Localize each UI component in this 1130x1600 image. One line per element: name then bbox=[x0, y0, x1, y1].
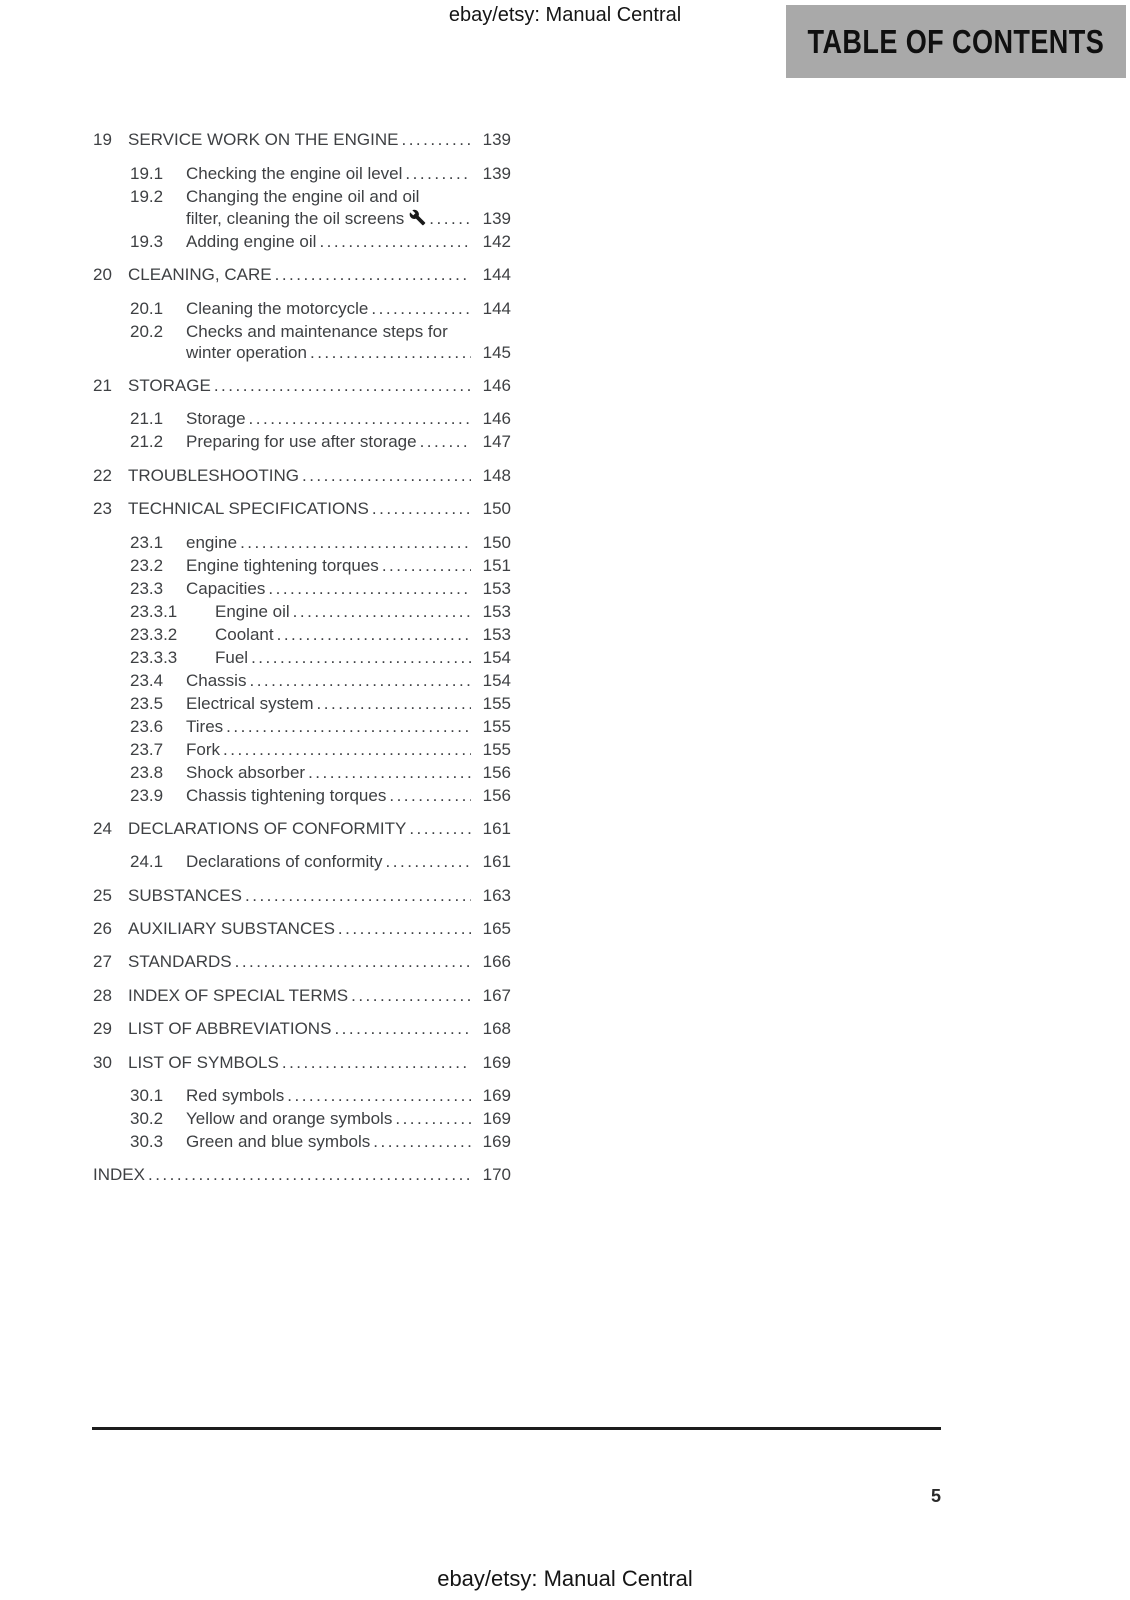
toc-entry-page: 153 bbox=[482, 624, 511, 644]
toc-entry-title: Fork bbox=[186, 739, 220, 759]
toc-entry-number: 20.2 bbox=[130, 321, 164, 341]
page-title: TABLE OF CONTENTS bbox=[807, 22, 1105, 60]
toc-entry-page: 169 bbox=[482, 1132, 511, 1152]
toc-sub-row bbox=[130, 320, 511, 364]
toc-sub-row bbox=[130, 577, 511, 600]
wrench-icon bbox=[409, 209, 426, 226]
toc-entry-title: STANDARDS bbox=[128, 952, 232, 972]
leader-dots bbox=[226, 715, 471, 738]
toc-entry-number: 23.3.1 bbox=[130, 601, 178, 621]
toc-entry-title: Green and blue symbols bbox=[186, 1132, 371, 1152]
toc-sub-row bbox=[130, 531, 511, 554]
leader-dots bbox=[148, 1163, 471, 1186]
toc-entry-page: 163 bbox=[482, 885, 511, 905]
toc-entry-number: 27 bbox=[93, 952, 112, 972]
leader-dots bbox=[389, 784, 471, 807]
toc-entry-title: Cleaning the motorcycle bbox=[186, 298, 369, 318]
toc-entry-page: 169 bbox=[482, 1086, 511, 1106]
leader-dots bbox=[251, 646, 471, 669]
leader-dots bbox=[293, 600, 471, 623]
leader-dots bbox=[308, 761, 471, 784]
toc-entry-title: TECHNICAL SPECIFICATIONS bbox=[128, 499, 369, 519]
toc-entry-page: 169 bbox=[482, 1109, 511, 1129]
toc-entry-page: 145 bbox=[482, 343, 511, 363]
toc-entry-title: Coolant bbox=[215, 624, 274, 644]
toc-entry-title: Declarations of conformity bbox=[186, 852, 383, 872]
toc-sub-row bbox=[130, 761, 511, 784]
footer-divider bbox=[92, 1427, 941, 1430]
toc-entry-title: INDEX bbox=[93, 1165, 145, 1185]
toc-entry-title: engine bbox=[186, 532, 238, 552]
leader-dots bbox=[351, 984, 471, 1007]
toc-entry-title: SUBSTANCES bbox=[128, 885, 242, 905]
leader-dots bbox=[373, 1130, 471, 1153]
toc-entry-number: 23.9 bbox=[130, 785, 164, 805]
leader-dots bbox=[214, 374, 471, 397]
toc-entry-number: 24 bbox=[93, 818, 112, 838]
toc-entry-page: 168 bbox=[482, 1019, 511, 1039]
toc-sub-row bbox=[130, 430, 511, 453]
toc-entry-title: Yellow and orange symbols bbox=[186, 1109, 393, 1129]
toc-chapter-row bbox=[93, 1051, 511, 1074]
toc-entry-page: 155 bbox=[482, 693, 511, 713]
toc-entry-body bbox=[186, 321, 511, 364]
toc-entry-title-line2-row bbox=[186, 342, 511, 364]
leader-dots bbox=[405, 162, 471, 185]
toc-sub-row bbox=[130, 1084, 511, 1107]
leader-dots bbox=[245, 884, 471, 907]
toc-entry-page: 156 bbox=[482, 762, 511, 782]
toc-entry-title: Fuel bbox=[215, 647, 249, 667]
toc-entry-page: 169 bbox=[482, 1052, 511, 1072]
toc-sub-row bbox=[130, 623, 511, 646]
toc-chapter-row bbox=[93, 263, 511, 286]
toc-chapter-row bbox=[93, 497, 511, 520]
toc-entry-title: Preparing for use after storage bbox=[186, 432, 417, 452]
toc-entry-title: LIST OF ABBREVIATIONS bbox=[128, 1019, 332, 1039]
toc-entry-page: 170 bbox=[482, 1165, 511, 1185]
toc-entry-number: 20 bbox=[93, 265, 112, 285]
leader-dots bbox=[420, 430, 471, 453]
toc-entry-page: 150 bbox=[482, 499, 511, 519]
toc-entry-page: 155 bbox=[482, 739, 511, 759]
toc-sub-row bbox=[130, 715, 511, 738]
toc-entry-title-line2-row bbox=[186, 207, 511, 230]
toc-entry-page: 161 bbox=[482, 818, 511, 838]
toc-sub-row bbox=[130, 162, 511, 185]
toc-entry-title: INDEX OF SPECIAL TERMS bbox=[128, 985, 349, 1005]
toc-entry-title: Adding engine oil bbox=[186, 231, 317, 251]
toc-entry-page: 139 bbox=[482, 209, 511, 229]
toc-entry-title: SERVICE WORK ON THE ENGINE bbox=[128, 130, 399, 150]
toc-entry-title-line2: winter operation bbox=[186, 343, 307, 363]
page-number: 5 bbox=[930, 1486, 941, 1506]
leader-dots bbox=[249, 669, 471, 692]
toc-entry-page: 167 bbox=[482, 985, 511, 1005]
toc-sub-row bbox=[130, 646, 511, 669]
toc-entry-number: 28 bbox=[93, 985, 112, 1005]
leader-dots bbox=[317, 692, 471, 715]
toc-entry-page: 144 bbox=[482, 265, 511, 285]
toc-entry-number: 23.8 bbox=[130, 762, 164, 782]
toc-entry-page: 155 bbox=[482, 716, 511, 736]
leader-dots bbox=[429, 208, 471, 230]
leader-dots bbox=[319, 230, 471, 253]
toc-entry-page: 146 bbox=[482, 409, 511, 429]
leader-dots bbox=[240, 531, 471, 554]
leader-dots bbox=[338, 917, 471, 940]
leader-dots bbox=[382, 554, 471, 577]
toc-entry-title: AUXILIARY SUBSTANCES bbox=[128, 919, 335, 939]
toc-entry-page: 156 bbox=[482, 785, 511, 805]
toc-chapter-row bbox=[93, 464, 511, 487]
toc-sub-row bbox=[130, 738, 511, 761]
toc-entry-number: 21.1 bbox=[130, 409, 164, 429]
toc-chapter-row bbox=[93, 128, 511, 151]
toc-entry-number: 23.3 bbox=[130, 578, 164, 598]
toc-list bbox=[93, 118, 511, 1197]
toc-entry-number: 25 bbox=[93, 885, 112, 905]
toc-entry-number: 23.3.2 bbox=[130, 624, 178, 644]
toc-chapter-row bbox=[93, 884, 511, 907]
toc-entry-number: 23.6 bbox=[130, 716, 164, 736]
leader-dots bbox=[371, 297, 471, 320]
toc-entry-page: 142 bbox=[482, 231, 511, 251]
leader-dots bbox=[277, 623, 471, 646]
leader-dots bbox=[302, 464, 471, 487]
toc-entry-number: 26 bbox=[93, 919, 112, 939]
toc-entry-page: 150 bbox=[482, 532, 511, 552]
toc-entry-number: 23.3.3 bbox=[130, 647, 178, 667]
toc-entry-number: 29 bbox=[93, 1019, 112, 1039]
bottom-watermark-text: ebay/etsy: Manual Central bbox=[437, 1566, 693, 1591]
toc-sub-row bbox=[130, 850, 511, 873]
toc-sub-row bbox=[130, 692, 511, 715]
toc-chapter-row bbox=[93, 1017, 511, 1040]
toc-sub-row bbox=[130, 407, 511, 430]
toc-entry-title: Electrical system bbox=[186, 693, 314, 713]
toc-entry-number: 20.1 bbox=[130, 298, 164, 318]
toc-entry-title: Checking the engine oil level bbox=[186, 163, 403, 183]
toc-entry-page: 153 bbox=[482, 578, 511, 598]
toc-entry-page: 161 bbox=[482, 852, 511, 872]
toc-entry-number: 30 bbox=[93, 1052, 112, 1072]
toc-sub-row bbox=[130, 185, 511, 230]
leader-dots bbox=[249, 407, 471, 430]
leader-dots bbox=[282, 1051, 471, 1074]
toc-entry-title: Storage bbox=[186, 409, 246, 429]
leader-dots bbox=[409, 817, 471, 840]
toc-entry-title: Shock absorber bbox=[186, 762, 306, 782]
toc-entry-number: 24.1 bbox=[130, 852, 164, 872]
toc-entry-page: 139 bbox=[482, 130, 511, 150]
toc-chapter-row bbox=[93, 374, 511, 397]
toc-entry-number: 23.7 bbox=[130, 739, 164, 759]
toc-entry-title: Tires bbox=[186, 716, 224, 736]
toc-sub-row bbox=[130, 230, 511, 253]
toc-entry-number: 30.1 bbox=[130, 1086, 164, 1106]
leader-dots bbox=[372, 497, 471, 520]
toc-entry-title: DECLARATIONS OF CONFORMITY bbox=[128, 818, 407, 838]
toc-entry-title: Chassis bbox=[186, 670, 247, 690]
leader-dots bbox=[287, 1084, 471, 1107]
toc-entry-title: Engine oil bbox=[215, 601, 290, 621]
toc-entry-number: 23.2 bbox=[130, 555, 164, 575]
toc-chapter-row bbox=[93, 984, 511, 1007]
leader-dots bbox=[401, 128, 471, 151]
toc-chapter-row bbox=[93, 917, 511, 940]
toc-entry-page: 144 bbox=[482, 298, 511, 318]
toc-entry-page: 151 bbox=[482, 555, 511, 575]
toc-entry-title: LIST OF SYMBOLS bbox=[128, 1052, 279, 1072]
toc-entry-page: 165 bbox=[482, 919, 511, 939]
toc-entry-page: 148 bbox=[482, 465, 511, 485]
leader-dots bbox=[334, 1017, 471, 1040]
toc-entry-title: CLEANING, CARE bbox=[128, 265, 272, 285]
toc-entry-title: Capacities bbox=[186, 578, 266, 598]
toc-entry-title: Red symbols bbox=[186, 1086, 285, 1106]
toc-entry-page: 153 bbox=[482, 601, 511, 621]
toc-entry-page: 154 bbox=[482, 670, 511, 690]
toc-chapter-row bbox=[93, 1163, 511, 1186]
toc-entry-number: 22 bbox=[93, 465, 112, 485]
toc-entry-title: STORAGE bbox=[128, 375, 211, 395]
toc-sub-row bbox=[130, 297, 511, 320]
toc-entry-number: 21 bbox=[93, 375, 112, 395]
toc-chapter-row bbox=[93, 817, 511, 840]
toc-chapter-row bbox=[93, 950, 511, 973]
toc-entry-page: 154 bbox=[482, 647, 511, 667]
toc-sub-row bbox=[130, 669, 511, 692]
toc-entry-title: Engine tightening torques bbox=[186, 555, 379, 575]
toc-entry-number: 19.3 bbox=[130, 231, 164, 251]
leader-dots bbox=[268, 577, 471, 600]
toc-entry-page: 146 bbox=[482, 375, 511, 395]
leader-dots bbox=[395, 1107, 471, 1130]
toc-entry-page: 166 bbox=[482, 952, 511, 972]
toc-entry-number: 19 bbox=[93, 130, 112, 150]
toc-entry-title-line2: filter, cleaning the oil screens bbox=[186, 209, 405, 229]
leader-dots bbox=[310, 342, 471, 364]
toc-entry-number: 23.4 bbox=[130, 670, 164, 690]
leader-dots bbox=[386, 850, 471, 873]
toc-entry-number: 21.2 bbox=[130, 432, 164, 452]
toc-sub-row bbox=[130, 784, 511, 807]
toc-entry-number: 19.1 bbox=[130, 163, 164, 183]
toc-entry-title: TROUBLESHOOTING bbox=[128, 465, 299, 485]
toc-entry-number: 23.1 bbox=[130, 532, 164, 552]
toc-sub-row bbox=[130, 1107, 511, 1130]
toc-entry-number: 30.3 bbox=[130, 1132, 164, 1152]
leader-dots bbox=[235, 950, 471, 973]
toc-entry-body bbox=[186, 186, 511, 230]
toc-entry-page: 147 bbox=[482, 432, 511, 452]
toc-sub-row bbox=[130, 600, 511, 623]
toc-entry-page: 139 bbox=[482, 163, 511, 183]
table-of-contents-banner bbox=[786, 5, 1126, 78]
leader-dots bbox=[223, 738, 471, 761]
toc-entry-title: Chassis tightening torques bbox=[186, 785, 387, 805]
top-watermark-text: ebay/etsy: Manual Central bbox=[448, 4, 682, 26]
toc-sub-row bbox=[130, 1130, 511, 1153]
toc-entry-number: 30.2 bbox=[130, 1109, 164, 1129]
toc-entry-title-line1: Checks and maintenance steps for bbox=[186, 321, 448, 341]
toc-entry-number: 23 bbox=[93, 499, 112, 519]
toc-sub-row bbox=[130, 554, 511, 577]
leader-dots bbox=[275, 263, 471, 286]
toc-entry-number: 23.5 bbox=[130, 693, 164, 713]
toc-entry-title-line1: Changing the engine oil and oil bbox=[186, 186, 420, 206]
toc-entry-number: 19.2 bbox=[130, 186, 164, 206]
